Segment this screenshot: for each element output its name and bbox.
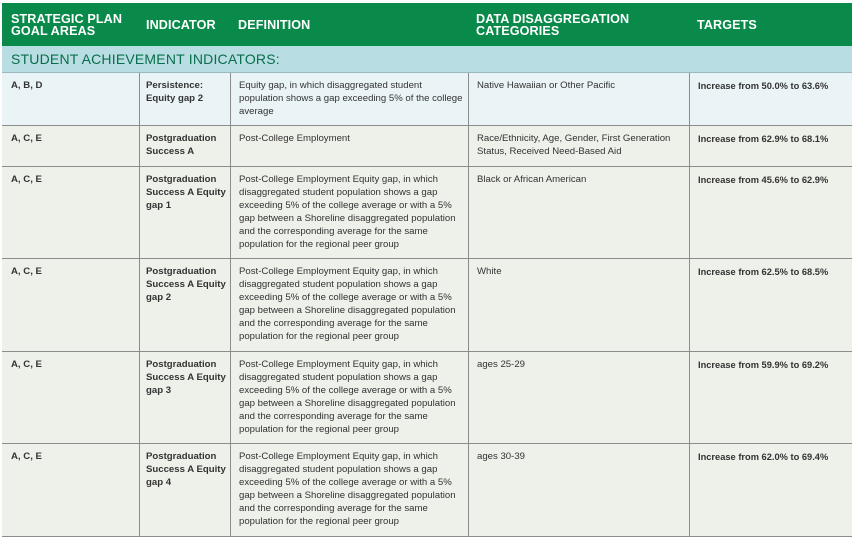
row-definition: Equity gap, in which disaggregated student population shows a gap exceeding 5% of the college average [230, 73, 468, 125]
row-goals: A, C, E [11, 451, 42, 462]
row-definition: Post-College Employment [230, 126, 468, 166]
row-definition: Post-College Employment Equity gap, in which disaggregated student population shows a gap exceeding 5% of the college average or with a 5% gap between a Shoreline disaggregated population and the corresponding average for the same population for the regional peer group [230, 444, 468, 536]
indicators-table [2, 3, 852, 537]
row-categories: ages 30-39 [468, 444, 689, 536]
row-goals: A, C, E [11, 133, 42, 144]
row-categories: Native Hawaiian or Other Pacific [468, 73, 689, 125]
section-title: STUDENT ACHIEVEMENT INDICATORS: [2, 46, 852, 73]
header-indicator: INDICATOR [146, 17, 216, 32]
row-definition: Post-College Employment Equity gap, in which disaggregated student population shows a gap exceeding 5% of the college average or with a 5% gap between a Shoreline disaggregated population and the corresponding average for the same population for the regional peer group [230, 167, 468, 258]
row-target: Increase from 50.0% to 63.6% [689, 73, 852, 125]
header-targets: TARGETS [697, 17, 757, 32]
table-row [2, 444, 852, 537]
row-target: Increase from 45.6% to 62.9% [689, 167, 852, 258]
row-indicator: Persistence: Equity gap 2 [139, 73, 230, 125]
row-goals: A, C, E [11, 266, 42, 277]
table-row [2, 126, 852, 167]
row-goals: A, C, E [11, 359, 42, 370]
row-categories: Black or African American [468, 167, 689, 258]
row-target: Increase from 62.5% to 68.5% [689, 259, 852, 351]
row-indicator: Postgraduation Success A [139, 126, 230, 166]
table-header [2, 3, 852, 46]
row-definition: Post-College Employment Equity gap, in which disaggregated student population shows a gap exceeding 5% of the college average or with a 5% gap between a Shoreline disaggregated population and the corresponding average for the same population for the regional peer group [230, 352, 468, 443]
table-row [2, 167, 852, 259]
header-goal-areas: STRATEGIC PLAN GOAL AREAS [11, 11, 123, 38]
row-target: Increase from 62.9% to 68.1% [689, 126, 852, 166]
header-definition: DEFINITION [238, 17, 311, 32]
row-indicator: Postgraduation Success A Equity gap 1 [139, 167, 230, 258]
row-goals: A, B, D [11, 80, 43, 91]
row-categories: Race/Ethnicity, Age, Gender, First Generation Status, Received Need-Based Aid [468, 126, 689, 166]
row-indicator: Postgraduation Success A Equity gap 4 [139, 444, 230, 536]
table-row [2, 352, 852, 444]
row-target: Increase from 59.9% to 69.2% [689, 352, 852, 443]
row-indicator: Postgraduation Success A Equity gap 3 [139, 352, 230, 443]
row-indicator: Postgraduation Success A Equity gap 2 [139, 259, 230, 351]
row-target: Increase from 62.0% to 69.4% [689, 444, 852, 536]
table-row [2, 73, 852, 126]
row-categories: White [468, 259, 689, 351]
header-disaggregation: DATA DISAGGREGATION CATEGORIES [476, 11, 630, 38]
row-categories: ages 25-29 [468, 352, 689, 443]
row-definition: Post-College Employment Equity gap, in which disaggregated student population shows a gap exceeding 5% of the college average or with a 5% gap between a Shoreline disaggregated population and the corresponding average for the same population for the regional peer group [230, 259, 468, 351]
row-goals: A, C, E [11, 174, 42, 185]
table-row [2, 259, 852, 352]
